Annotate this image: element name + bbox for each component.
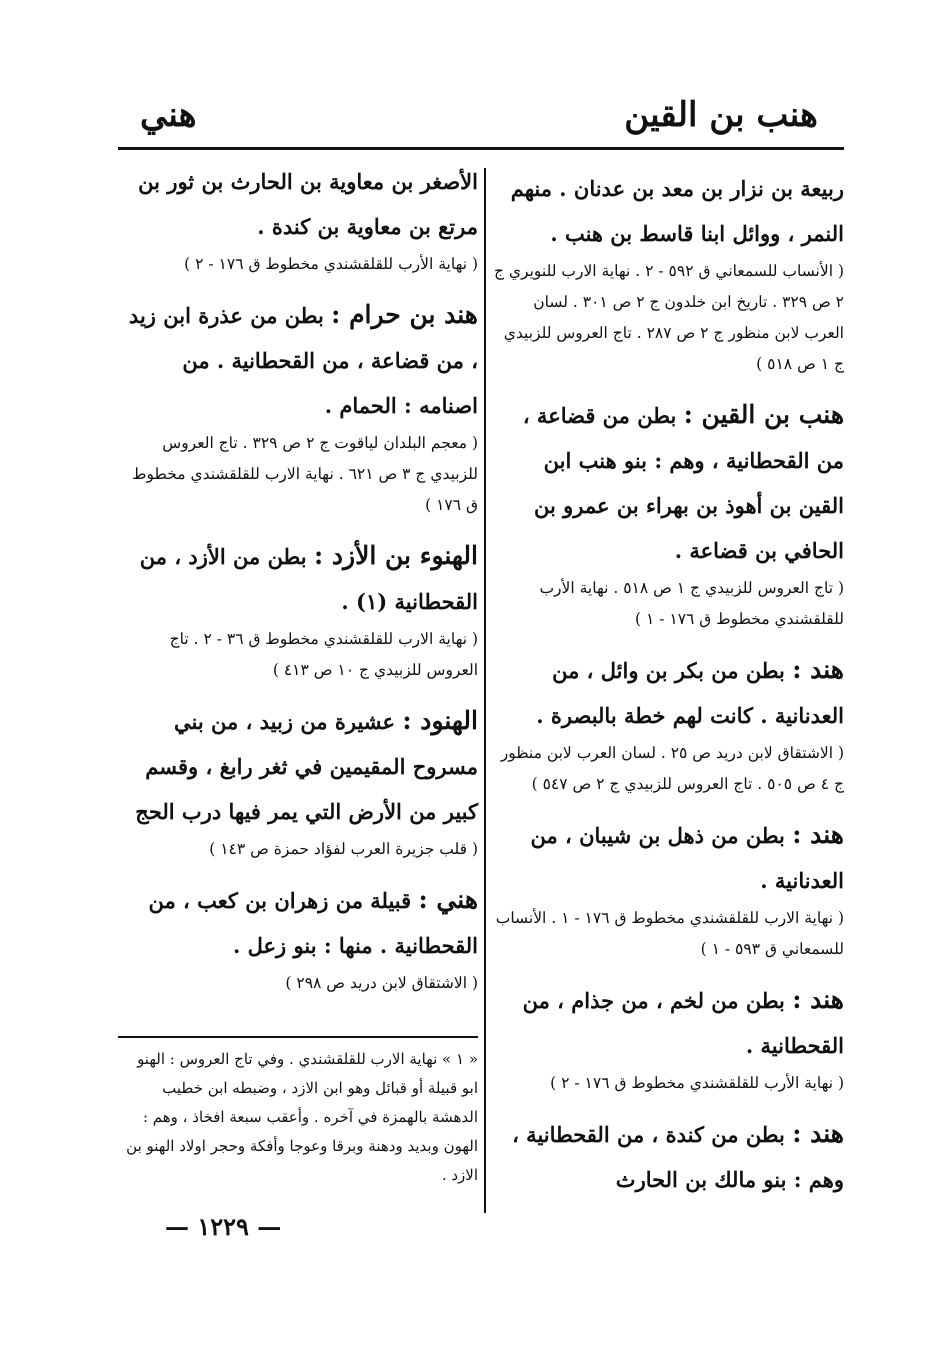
entry-text: بطن من الأزد ، من القحطانية (١) .: [139, 544, 478, 614]
entry: [492, 812, 844, 965]
footnote: « ١ » نهاية الارب للقلقشندي . وفي تاج العروس : الهنو ابو قبيلة أو قبائل وهو ابن الازد ، وضبطه ابن خطيب الدهشة بالهمزة في آخره . وأعقب سبعة افخاذ ، وهم : الهون وبديد ودهنة وبرقا وعوجا وأفكة وحجر اولاد الهنو بن الازد .: [126, 1050, 478, 1184]
entry-headword: هند :: [792, 985, 844, 1014]
entry-reference: ( نهاية الارب للقلقشندي مخطوط ق ١٧٦ - ١ . الأنساب للسمعاني ق ٥٩٣ - ١ ): [495, 909, 844, 958]
column-divider: [484, 168, 486, 1213]
entry: [492, 647, 844, 800]
entry: [492, 165, 844, 380]
header-rule: [118, 147, 844, 150]
entry-headword: الهنوء بن الأزد :: [313, 541, 478, 570]
entry-headword: هند :: [792, 655, 844, 684]
entry-text: الأصغر بن معاوية بن الحارث بن ثور بن مرتع بن معاوية بن كندة .: [138, 169, 478, 239]
entry-text: بطن من قضاعة ، من القحطانية ، وهم : بنو هنب ابن القين بن أهوذ بن بهراء بن عمرو بن الحافي بن قضاعة .: [522, 403, 844, 563]
running-header-right: هنب بن القين: [624, 95, 818, 135]
entry-reference: ( الأنساب للسمعاني ق ٥٩٢ - ٢ . نهاية الارب للنويري ج ٢ ص ٣٢٩ . تاريخ ابن خلدون ج ٢ ص ٣٠١ . لسان العرب لابن منظور ج ٢ ص ٢٨٧ . تاج العروس للزبيدي ج ١ ص ٥١٨ ): [493, 262, 844, 373]
left-column: [118, 158, 478, 1011]
entry-reference: ( تاج العروس للزبيدي ج ١ ص ٥١٨ . نهاية الأرب للقلقشندي مخطوط ق ١٧٦ - ١ ): [539, 579, 844, 628]
entry: [492, 977, 844, 1099]
entry: [118, 698, 478, 865]
entry-text: بطن من عذرة ابن زيد ، من قضاعة ، من القحطانية . من اصنامه : الحمام .: [128, 303, 478, 418]
entry-text: ربيعة بن نزار بن معد بن عدنان . منهم النمر ، ووائل ابنا قاسط بن هنب .: [510, 176, 844, 246]
entry-reference: ( الاشتقاق لابن دريد ص ٢٩٨ ): [285, 974, 478, 992]
entry: [492, 1111, 844, 1202]
entry-text: عشيرة من زبيد ، من بني مسروح المقيمين في ثغر رابغ ، وقسم كبير من الأرض التي يمر فيها درب الحج: [135, 709, 478, 824]
entry-headword: هند :: [792, 820, 844, 849]
running-header-left: هني: [140, 95, 197, 135]
page-number: — ١٢٢٩ —: [165, 1212, 282, 1241]
entry-headword: هند :: [792, 1119, 844, 1148]
entry: [118, 877, 478, 999]
entry: [118, 292, 478, 521]
entry: [118, 158, 478, 280]
entry-headword: هني :: [418, 885, 478, 914]
entry-reference: ( نهاية الارب للقلقشندي مخطوط ق ٣٦ - ٢ . تاج العروس للزبيدي ج ١٠ ص ٤١٣ ): [169, 630, 478, 679]
entry-reference: ( نهاية الأرب للقلقشندي مخطوط ق ١٧٦ - ٢ ): [184, 255, 478, 273]
entry-headword: هنب بن القين :: [683, 400, 844, 429]
footnote-rule: [118, 1036, 478, 1038]
entry-reference: ( نهاية الأرب للقلقشندي مخطوط ق ١٧٦ - ٢ ): [550, 1074, 844, 1092]
entry: [118, 533, 478, 686]
entry-text: بطن من لخم ، من جذام ، من القحطانية .: [522, 988, 844, 1058]
right-column: [492, 165, 844, 1214]
entry-text: بطن من ذهل بن شيبان ، من العدنانية .: [530, 823, 844, 893]
entry-headword: هند بن حرام :: [331, 300, 478, 329]
entry-text: بطن من كندة ، من القحطانية ، وهم : بنو مالك بن الحارث: [512, 1122, 844, 1192]
entry-reference: ( قلب جزيرة العرب لفؤاد حمزة ص ١٤٣ ): [209, 840, 478, 858]
entry-text: بطن من بكر بن وائل ، من العدنانية . كانت لهم خطة بالبصرة .: [536, 658, 844, 728]
entry-reference: ( معجم البلدان لياقوت ج ٢ ص ٣٢٩ . تاج العروس للزبيدي ج ٣ ص ٦٢١ . نهاية الارب للقلقشندي مخطوط ق ١٧٦ ): [132, 434, 478, 514]
entry-text: قبيلة من زهران بن كعب ، من القحطانية . منها : بنو زعل .: [148, 888, 478, 958]
entry: [492, 392, 844, 635]
entry-headword: الهنود :: [402, 706, 478, 735]
entry-reference: ( الاشتقاق لابن دريد ص ٢٥ . لسان العرب لابن منظور ج ٤ ص ٥٠٥ . تاج العروس للزبيدي ج ٢ ص ٥٤٧ ): [500, 744, 844, 793]
